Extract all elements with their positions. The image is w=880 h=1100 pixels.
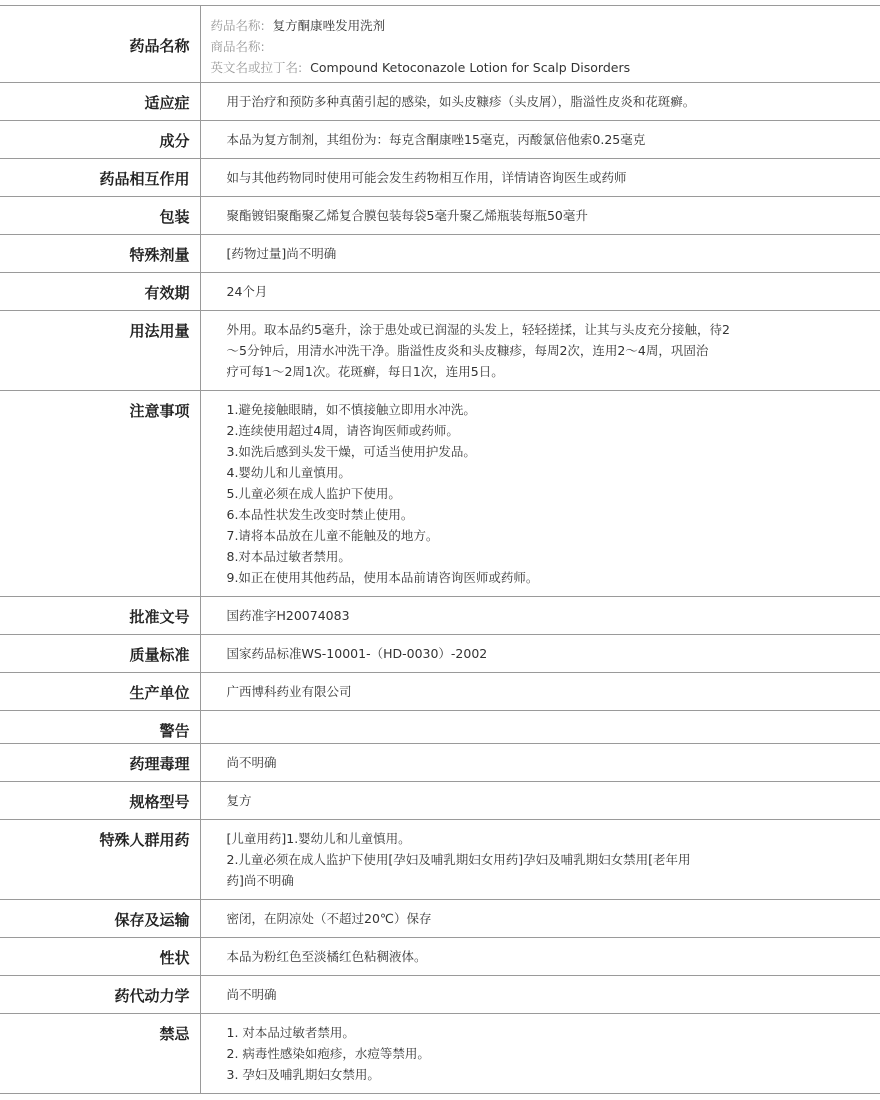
value-line: 尚不明确 bbox=[226, 987, 277, 1002]
value-line: 2.连续使用超过4周，请咨询医师或药师。 bbox=[226, 423, 459, 438]
value-line: ～5分钟后，用清水冲洗干净。脂溢性皮炎和头皮糠疹，每周2次，连用2～4周，巩固治 bbox=[226, 343, 709, 358]
value-line: 国药准字H20074083 bbox=[226, 608, 350, 623]
table-row bbox=[0, 938, 880, 976]
value-line: 如与其他药物同时使用可能会发生药物相互作用，详情请咨询医生或药师 bbox=[226, 170, 627, 185]
table-row bbox=[0, 744, 880, 782]
row-label: 特殊剂量 bbox=[0, 235, 200, 273]
value-line: 本品为复方制剂，其组份为：每克含酮康唑15毫克，丙酸氯倍他索0.25毫克 bbox=[226, 132, 646, 147]
row-value bbox=[200, 597, 880, 635]
row-value bbox=[200, 711, 880, 744]
value-line: 2.儿童必须在成人监护下使用[孕妇及哺乳期妇女用药]孕妇及哺乳期妇女禁用[老年用 bbox=[226, 852, 691, 867]
value-line: 4.婴幼儿和儿童慎用。 bbox=[226, 465, 351, 480]
row-label: 药品名称 bbox=[0, 6, 200, 83]
value-line: 3. 孕妇及哺乳期妇女禁用。 bbox=[226, 1067, 380, 1082]
value-line: 1.避免接触眼睛，如不慎接触立即用水冲洗。 bbox=[226, 402, 476, 417]
row-label: 成分 bbox=[0, 121, 200, 159]
row-label: 规格型号 bbox=[0, 782, 200, 820]
value-line: 1. 对本品过敏者禁用。 bbox=[226, 1025, 355, 1040]
row-value bbox=[200, 976, 880, 1014]
drug-info-table bbox=[0, 5, 880, 1094]
row-label: 适应症 bbox=[0, 83, 200, 121]
table-row bbox=[0, 235, 880, 273]
value-line: 2. 病毒性感染如疱疹，水痘等禁用。 bbox=[226, 1046, 430, 1061]
row-value bbox=[200, 820, 880, 900]
row-value bbox=[200, 673, 880, 711]
table-row bbox=[0, 900, 880, 938]
row-value bbox=[200, 744, 880, 782]
value-line: 6.本品性状发生改变时禁止使用。 bbox=[226, 507, 414, 522]
english-name-value: Compound Ketoconazole Lotion for Scalp Disorders bbox=[310, 60, 631, 75]
value-line: 用于治疗和预防多种真菌引起的感染，如头皮糠疹（头皮屑），脂溢性皮炎和花斑癣。 bbox=[226, 94, 696, 109]
table-row bbox=[0, 673, 880, 711]
row-label: 禁忌 bbox=[0, 1014, 200, 1094]
value-line: 5.儿童必须在成人监护下使用。 bbox=[226, 486, 401, 501]
generic-name-value: 复方酮康唑发用洗剂 bbox=[272, 18, 386, 33]
value-line: 国家药品标准WS-10001-（HD-0030）-2002 bbox=[226, 646, 488, 661]
row-label: 用法用量 bbox=[0, 311, 200, 391]
row-value bbox=[200, 159, 880, 197]
trade-name-key: 商品名称: bbox=[210, 39, 265, 54]
generic-name-line bbox=[211, 15, 871, 36]
table-row bbox=[0, 976, 880, 1014]
table-row bbox=[0, 311, 880, 391]
value-line: [儿童用药]1.婴幼儿和儿童慎用。 bbox=[226, 831, 411, 846]
value-line: 尚不明确 bbox=[226, 755, 277, 770]
row-value bbox=[200, 273, 880, 311]
table-row bbox=[0, 121, 880, 159]
row-value bbox=[200, 311, 880, 391]
value-line: 广西博科药业有限公司 bbox=[226, 684, 352, 699]
row-value bbox=[200, 197, 880, 235]
table-row bbox=[0, 273, 880, 311]
table-row bbox=[0, 83, 880, 121]
row-value bbox=[200, 782, 880, 820]
table-row bbox=[0, 635, 880, 673]
drug-names-cell bbox=[200, 6, 880, 83]
value-line: [药物过量]尚不明确 bbox=[226, 246, 337, 261]
table-row bbox=[0, 1014, 880, 1094]
trade-name-line bbox=[211, 36, 871, 57]
value-line: 7.请将本品放在儿童不能触及的地方。 bbox=[226, 528, 439, 543]
row-label: 有效期 bbox=[0, 273, 200, 311]
row-label: 药品相互作用 bbox=[0, 159, 200, 197]
row-value bbox=[200, 391, 880, 597]
table-row bbox=[0, 391, 880, 597]
value-line: 密闭，在阴凉处（不超过20℃）保存 bbox=[226, 911, 432, 926]
row-label: 包装 bbox=[0, 197, 200, 235]
value-line: 复方 bbox=[226, 793, 252, 808]
english-name-line bbox=[211, 57, 871, 78]
row-label: 性状 bbox=[0, 938, 200, 976]
value-line: 9.如正在使用其他药品，使用本品前请咨询医师或药师。 bbox=[226, 570, 539, 585]
value-line: 疗可每1～2周1次。花斑癣，每日1次，连用5日。 bbox=[226, 364, 504, 379]
value-line: 3.如洗后感到头发干燥，可适当使用护发品。 bbox=[226, 444, 476, 459]
row-value bbox=[200, 83, 880, 121]
table-row bbox=[0, 197, 880, 235]
row-label: 生产单位 bbox=[0, 673, 200, 711]
table-row bbox=[0, 711, 880, 744]
row-label: 警告 bbox=[0, 711, 200, 744]
row-value bbox=[200, 235, 880, 273]
table-row bbox=[0, 782, 880, 820]
value-line: 外用。取本品约5毫升，涂于患处或已润湿的头发上，轻轻搓揉，让其与头皮充分接触，待2 bbox=[226, 322, 730, 337]
row-label: 药代动力学 bbox=[0, 976, 200, 1014]
english-name-key: 英文名或拉丁名: bbox=[210, 60, 303, 75]
table-row bbox=[0, 820, 880, 900]
row-label: 保存及运输 bbox=[0, 900, 200, 938]
row-value bbox=[200, 1014, 880, 1094]
row-label: 批准文号 bbox=[0, 597, 200, 635]
value-line: 聚酯镀铝聚酯聚乙烯复合膜包装每袋5毫升聚乙烯瓶装每瓶50毫升 bbox=[226, 208, 588, 223]
row-value bbox=[200, 900, 880, 938]
row-label: 特殊人群用药 bbox=[0, 820, 200, 900]
row-label: 药理毒理 bbox=[0, 744, 200, 782]
table-row bbox=[0, 159, 880, 197]
value-line: 24个月 bbox=[226, 284, 268, 299]
row-value bbox=[200, 635, 880, 673]
value-line: 8.对本品过敏者禁用。 bbox=[226, 549, 351, 564]
table-row bbox=[0, 597, 880, 635]
row-value bbox=[200, 121, 880, 159]
generic-name-key: 药品名称: bbox=[210, 18, 265, 33]
row-drug-names bbox=[0, 6, 880, 83]
row-value bbox=[200, 938, 880, 976]
value-line: 药]尚不明确 bbox=[226, 873, 294, 888]
row-label: 质量标准 bbox=[0, 635, 200, 673]
row-label: 注意事项 bbox=[0, 391, 200, 597]
value-line: 本品为粉红色至淡橘红色粘稠液体。 bbox=[226, 949, 427, 964]
